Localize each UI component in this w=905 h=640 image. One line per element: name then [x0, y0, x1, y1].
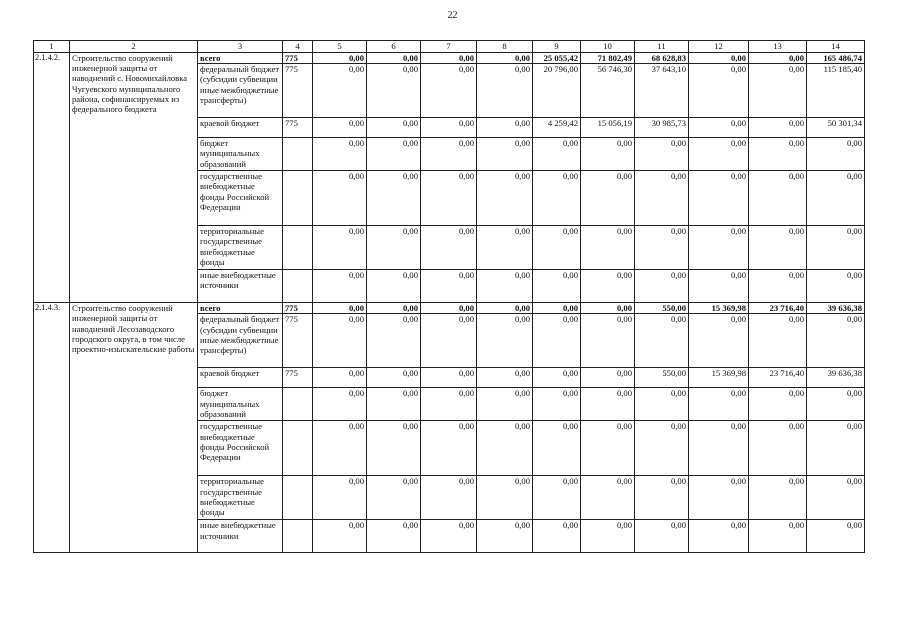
amount-cell: 0,00: [533, 171, 581, 226]
amount-cell: 0,00: [533, 270, 581, 303]
amount-cell: 0,00: [421, 368, 477, 388]
column-header: 14: [807, 41, 865, 53]
amount-cell: 0,00: [421, 314, 477, 368]
amount-cell: 0,00: [749, 171, 807, 226]
grbs-code: 775: [283, 303, 313, 314]
amount-cell: 15 056,19: [581, 118, 635, 138]
amount-cell: 0,00: [749, 388, 807, 421]
amount-cell: 50 301,34: [807, 118, 865, 138]
amount-cell: 0,00: [807, 171, 865, 226]
amount-cell: 23 716,40: [749, 368, 807, 388]
grbs-code: 775: [283, 314, 313, 368]
amount-cell: 0,00: [533, 368, 581, 388]
amount-cell: 0,00: [367, 226, 421, 270]
amount-cell: 0,00: [689, 421, 749, 476]
amount-cell: 0,00: [807, 226, 865, 270]
amount-cell: 15 369,98: [689, 368, 749, 388]
amount-cell: 0,00: [421, 53, 477, 64]
funding-source: государственные внебюджетные фонды Российской Федерации: [198, 421, 283, 476]
amount-cell: 0,00: [421, 421, 477, 476]
amount-cell: 0,00: [807, 270, 865, 303]
amount-cell: 25 055,42: [533, 53, 581, 64]
amount-cell: 0,00: [313, 303, 367, 314]
funding-source: всего: [198, 53, 283, 64]
amount-cell: 0,00: [477, 520, 533, 553]
column-header: 2: [70, 41, 198, 53]
table-row: [34, 53, 865, 64]
grbs-code: [283, 171, 313, 226]
amount-cell: 0,00: [635, 171, 689, 226]
amount-cell: 0,00: [581, 388, 635, 421]
amount-cell: 23 716,40: [749, 303, 807, 314]
item-name: Строительство сооружений инженерной защиты от наводнений с. Новомихайловка Чугуевского муниципального района, софинансируемых из федерального бюджета: [70, 53, 198, 303]
amount-cell: 0,00: [477, 53, 533, 64]
column-header: 7: [421, 41, 477, 53]
amount-cell: 0,00: [807, 421, 865, 476]
amount-cell: 0,00: [367, 171, 421, 226]
grbs-code: [283, 226, 313, 270]
amount-cell: 0,00: [477, 314, 533, 368]
amount-cell: 0,00: [313, 368, 367, 388]
amount-cell: 0,00: [533, 314, 581, 368]
amount-cell: 0,00: [367, 64, 421, 118]
amount-cell: 0,00: [367, 368, 421, 388]
amount-cell: 0,00: [367, 303, 421, 314]
amount-cell: 0,00: [749, 226, 807, 270]
funding-source: территориальные государственные внебюджетные фонды: [198, 226, 283, 270]
funding-source: всего: [198, 303, 283, 314]
amount-cell: 0,00: [421, 226, 477, 270]
amount-cell: 0,00: [749, 118, 807, 138]
amount-cell: 0,00: [313, 270, 367, 303]
amount-cell: 0,00: [807, 314, 865, 368]
amount-cell: 0,00: [421, 388, 477, 421]
amount-cell: 15 369,98: [689, 303, 749, 314]
amount-cell: 0,00: [749, 421, 807, 476]
amount-cell: 0,00: [581, 476, 635, 520]
funding-source: краевой бюджет: [198, 118, 283, 138]
amount-cell: 0,00: [313, 314, 367, 368]
amount-cell: 0,00: [807, 388, 865, 421]
amount-cell: 0,00: [689, 520, 749, 553]
amount-cell: 0,00: [313, 226, 367, 270]
grbs-code: 775: [283, 368, 313, 388]
amount-cell: 0,00: [689, 171, 749, 226]
amount-cell: 0,00: [635, 388, 689, 421]
funding-source: иные внебюджетные источники: [198, 520, 283, 553]
amount-cell: 0,00: [421, 138, 477, 171]
amount-cell: 0,00: [689, 53, 749, 64]
amount-cell: 0,00: [807, 520, 865, 553]
grbs-code: [283, 520, 313, 553]
amount-cell: 0,00: [421, 270, 477, 303]
amount-cell: 0,00: [421, 476, 477, 520]
column-header: 10: [581, 41, 635, 53]
column-header-row: [34, 41, 865, 53]
amount-cell: 0,00: [477, 368, 533, 388]
amount-cell: 0,00: [313, 476, 367, 520]
page-number: 22: [447, 10, 458, 21]
amount-cell: 0,00: [749, 520, 807, 553]
amount-cell: 0,00: [367, 53, 421, 64]
grbs-code: [283, 476, 313, 520]
amount-cell: 0,00: [807, 138, 865, 171]
amount-cell: 0,00: [581, 270, 635, 303]
amount-cell: 4 259,42: [533, 118, 581, 138]
grbs-code: [283, 421, 313, 476]
funding-source: бюджет муниципальных образований: [198, 138, 283, 171]
amount-cell: 0,00: [749, 314, 807, 368]
amount-cell: 0,00: [367, 118, 421, 138]
budget-table: [33, 40, 865, 553]
amount-cell: 0,00: [689, 314, 749, 368]
amount-cell: 550,00: [635, 303, 689, 314]
column-header: 6: [367, 41, 421, 53]
amount-cell: 0,00: [581, 314, 635, 368]
amount-cell: 0,00: [367, 314, 421, 368]
amount-cell: 0,00: [749, 476, 807, 520]
amount-cell: 0,00: [367, 388, 421, 421]
amount-cell: 0,00: [689, 226, 749, 270]
amount-cell: 0,00: [477, 118, 533, 138]
amount-cell: 0,00: [635, 421, 689, 476]
column-header: 1: [34, 41, 70, 53]
amount-cell: 0,00: [313, 520, 367, 553]
amount-cell: 0,00: [477, 171, 533, 226]
amount-cell: 37 643,10: [635, 64, 689, 118]
grbs-code: [283, 388, 313, 421]
amount-cell: 0,00: [477, 138, 533, 171]
amount-cell: 0,00: [367, 520, 421, 553]
column-header: 5: [313, 41, 367, 53]
amount-cell: 0,00: [477, 421, 533, 476]
amount-cell: 0,00: [477, 64, 533, 118]
grbs-code: [283, 138, 313, 171]
amount-cell: 0,00: [313, 171, 367, 226]
amount-cell: 0,00: [581, 368, 635, 388]
amount-cell: 0,00: [367, 270, 421, 303]
funding-source: бюджет муниципальных образований: [198, 388, 283, 421]
amount-cell: 0,00: [313, 53, 367, 64]
amount-cell: 0,00: [533, 421, 581, 476]
amount-cell: 550,00: [635, 368, 689, 388]
funding-source: федеральный бюджет (субсидии субвенции иные межбюджетные трансферты): [198, 64, 283, 118]
amount-cell: 0,00: [421, 171, 477, 226]
amount-cell: 0,00: [367, 421, 421, 476]
amount-cell: 0,00: [689, 118, 749, 138]
amount-cell: 0,00: [313, 64, 367, 118]
table-row: [34, 303, 865, 314]
amount-cell: 0,00: [477, 226, 533, 270]
amount-cell: 0,00: [421, 118, 477, 138]
amount-cell: 0,00: [749, 64, 807, 118]
funding-source: территориальные государственные внебюджетные фонды: [198, 476, 283, 520]
amount-cell: 0,00: [421, 303, 477, 314]
amount-cell: 0,00: [421, 64, 477, 118]
amount-cell: 0,00: [807, 476, 865, 520]
amount-cell: 68 628,83: [635, 53, 689, 64]
grbs-code: 775: [283, 64, 313, 118]
amount-cell: 0,00: [533, 388, 581, 421]
amount-cell: 71 802,49: [581, 53, 635, 64]
column-header: 3: [198, 41, 283, 53]
amount-cell: 0,00: [581, 138, 635, 171]
amount-cell: 0,00: [533, 138, 581, 171]
amount-cell: 0,00: [749, 53, 807, 64]
amount-cell: 0,00: [477, 303, 533, 314]
amount-cell: 115 185,40: [807, 64, 865, 118]
amount-cell: 0,00: [313, 388, 367, 421]
amount-cell: 0,00: [635, 520, 689, 553]
item-name: Строительство сооружений инженерной защиты от наводнений Лесозаводского городского округа, в том числе проектно-изыскательские работы: [70, 303, 198, 553]
amount-cell: 0,00: [635, 270, 689, 303]
column-header: 4: [283, 41, 313, 53]
amount-cell: 0,00: [689, 270, 749, 303]
amount-cell: 0,00: [581, 226, 635, 270]
amount-cell: 0,00: [477, 388, 533, 421]
funding-source: иные внебюджетные источники: [198, 270, 283, 303]
amount-cell: 20 796,00: [533, 64, 581, 118]
grbs-code: 775: [283, 118, 313, 138]
amount-cell: 0,00: [477, 476, 533, 520]
amount-cell: 56 746,30: [581, 64, 635, 118]
amount-cell: 0,00: [635, 476, 689, 520]
funding-source: краевой бюджет: [198, 368, 283, 388]
amount-cell: 30 985,73: [635, 118, 689, 138]
funding-source: государственные внебюджетные фонды Российской Федерации: [198, 171, 283, 226]
amount-cell: 0,00: [421, 520, 477, 553]
funding-source: федеральный бюджет (субсидии субвенции иные межбюджетные трансферты): [198, 314, 283, 368]
item-code: 2.1.4.2.: [34, 53, 70, 303]
column-header: 9: [533, 41, 581, 53]
amount-cell: 0,00: [313, 138, 367, 171]
amount-cell: 0,00: [749, 270, 807, 303]
amount-cell: 39 636,38: [807, 368, 865, 388]
amount-cell: 0,00: [533, 226, 581, 270]
amount-cell: 0,00: [749, 138, 807, 171]
amount-cell: 0,00: [635, 226, 689, 270]
amount-cell: 0,00: [635, 314, 689, 368]
column-header: 8: [477, 41, 533, 53]
amount-cell: 0,00: [313, 421, 367, 476]
amount-cell: 0,00: [533, 476, 581, 520]
column-header: 11: [635, 41, 689, 53]
amount-cell: 0,00: [533, 303, 581, 314]
amount-cell: 0,00: [367, 138, 421, 171]
amount-cell: 165 486,74: [807, 53, 865, 64]
amount-cell: 0,00: [689, 64, 749, 118]
grbs-code: [283, 270, 313, 303]
amount-cell: 39 636,38: [807, 303, 865, 314]
column-header: 12: [689, 41, 749, 53]
amount-cell: 0,00: [635, 138, 689, 171]
amount-cell: 0,00: [477, 270, 533, 303]
amount-cell: 0,00: [689, 388, 749, 421]
item-code: 2.1.4.3.: [34, 303, 70, 553]
column-header: 13: [749, 41, 807, 53]
amount-cell: 0,00: [581, 421, 635, 476]
amount-cell: 0,00: [581, 520, 635, 553]
grbs-code: 775: [283, 53, 313, 64]
amount-cell: 0,00: [533, 520, 581, 553]
amount-cell: 0,00: [689, 138, 749, 171]
amount-cell: 0,00: [581, 303, 635, 314]
amount-cell: 0,00: [689, 476, 749, 520]
amount-cell: 0,00: [367, 476, 421, 520]
amount-cell: 0,00: [313, 118, 367, 138]
amount-cell: 0,00: [581, 171, 635, 226]
